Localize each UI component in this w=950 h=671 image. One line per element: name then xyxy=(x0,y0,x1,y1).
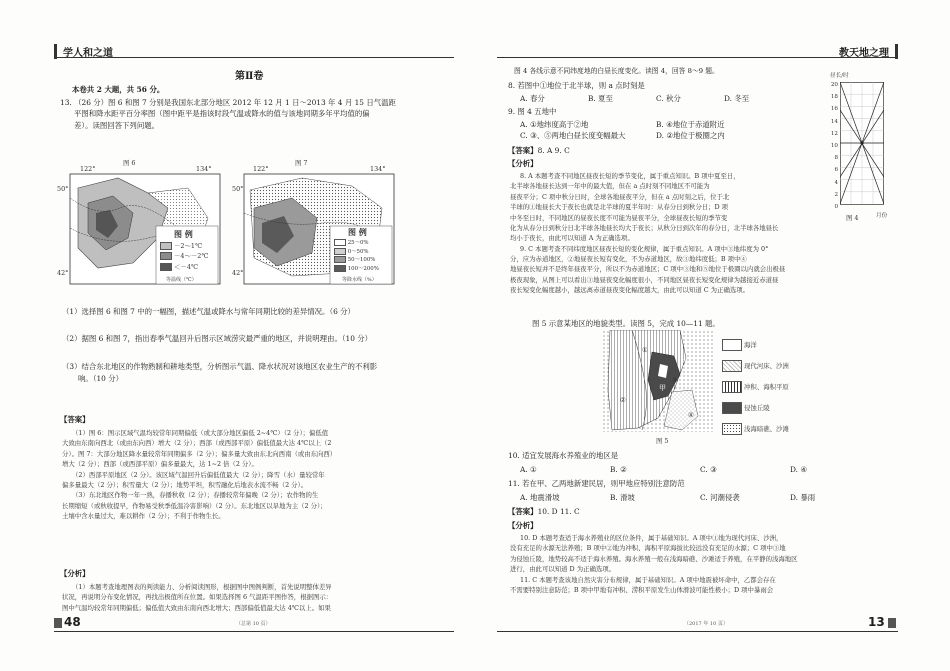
right-page-number: 13 xyxy=(868,615,885,629)
fig6-lon-left: 122° xyxy=(80,165,96,173)
legend-swatch xyxy=(722,423,742,435)
q11-option-c[interactable]: C. 河潮侵袭 xyxy=(700,493,740,502)
fig4-ytick: 0 xyxy=(834,203,838,210)
fig4-ytick: 14 xyxy=(830,118,838,125)
q8-option-c[interactable]: C. 秋分 xyxy=(656,94,681,103)
legend-label: 25～0% xyxy=(347,239,369,246)
fig5-legend-item xyxy=(722,402,789,423)
fig5-intro: 图 5 示意某地区的地貌类型。读图 5，完成 10—11 题。 xyxy=(532,319,720,328)
answer-line: （2）西部平原地区（2 分）。该区域气温回升后偏低值最大（2 分）；降雪（水）量较常年 xyxy=(72,470,325,479)
analysis-line: 不需要特别注意防范；B 项中甲地有冲积、涝积平原发生山体滑波可能性极小；D 项中暴雨会 xyxy=(510,585,774,594)
q11-option-b[interactable]: B. 滑坡 xyxy=(610,493,635,502)
fig4-xlabel: 月份 xyxy=(876,213,888,219)
fig7-lat-bottom: 42° xyxy=(232,269,244,277)
sub-question-2: （2）据图 6 和图 7，指出春季气温回升后图示区域涝灾最严重的地区，并说明理由。（10 分） xyxy=(62,334,373,343)
fig5-label-jia: 甲 xyxy=(659,384,666,392)
legend-label: 100～200% xyxy=(347,266,379,273)
fig7-isoline-label: 等降水线（%） xyxy=(342,277,377,283)
section-summary: 本卷共 2 大题，共 56 分。 xyxy=(72,85,165,94)
question-8: 8. 若图中①地位于北半球，则 a 点时刻是 xyxy=(508,81,645,90)
legend-swatch xyxy=(722,360,742,372)
fig6-legend-item xyxy=(160,241,220,251)
legend-swatch xyxy=(334,239,346,246)
analysis-line: 11. C 本题考查该地自然灾害分布规律，属于基础知识。A 项中地震被坏命中，乙都会存在 xyxy=(520,575,776,584)
analysis-line: 地昼夜长短并不是终年昼夜平分，所以不为赤道地区；C 项中③地和⑤地位于极圈以内就会出极昼 xyxy=(510,265,786,274)
legend-swatch xyxy=(334,248,346,255)
q10-option-a[interactable]: A. ① xyxy=(520,465,537,474)
fig5-legend-item xyxy=(722,381,789,402)
legend-swatch xyxy=(160,252,172,260)
analysis-line: 北半球各地昼长达到一年中的最大值，但在 a 点时刻不同地区不可能为 xyxy=(510,182,710,191)
legend-label: 50～100% xyxy=(347,257,376,264)
left-page-number: 48 xyxy=(64,615,81,629)
fig4-caption: 图 4 xyxy=(846,214,859,222)
fig4-ytick: 10 xyxy=(830,142,838,149)
fig4-ylabel: 昼长/时 xyxy=(830,73,849,79)
fig5-label-1: ① xyxy=(642,346,648,354)
q9-option-a[interactable]: A. ①地纬度高于②地 xyxy=(520,120,589,129)
q13-line: 差）。读图回答下列问题。 xyxy=(74,120,159,130)
sub-question-1: （1）选择图 6 和图 7 中的一幅图，描述气温或降水与常年同期比较的差异情况。（6 分） xyxy=(62,307,355,316)
fig7-lon-right: 134° xyxy=(370,165,386,173)
fig7-caption: 图 7 xyxy=(295,159,308,167)
left-footer-text: （总第 10 页） xyxy=(236,621,271,627)
fig7-legend xyxy=(334,226,398,274)
analysis-line: 均小于夜长，由此可以知道 A 为正确选项。 xyxy=(510,234,634,243)
fig5-label-3: ③ xyxy=(672,376,678,384)
q9-option-c[interactable]: C. ③、⑤两地白昼长度变幅最大 xyxy=(520,131,626,141)
analysis-8-9-body xyxy=(510,171,785,296)
fig5-caption: 图 5 xyxy=(656,437,669,445)
fig5-map xyxy=(602,330,714,432)
analysis-line: 为侵蚀丘陵，地势较高不适于海水养殖。海水养殖一般在浅海暗礁、沙滩适于养殖，在平静的浅海地区 xyxy=(510,554,798,563)
legend-label: 现代河床、沙洲 xyxy=(744,362,789,370)
legend-swatch xyxy=(334,265,346,272)
answer-label: 【答案】 xyxy=(508,146,538,155)
q11-option-a[interactable]: A. 地震滑坡 xyxy=(520,493,560,502)
legend-label: －4～－2℃ xyxy=(174,252,209,261)
legend-label: ＜－4℃ xyxy=(174,262,199,271)
fig7-lat-top: 50° xyxy=(232,185,244,193)
fig4-ytick: 6 xyxy=(834,167,838,174)
analysis-line: 状况，再说明分布变化情况，再找出极值所在位置。如果选择图 6 气温距平图作答，根据图示： xyxy=(62,593,333,602)
answer-line: 偏多量最大（2 分）；积雪量大（2 分）；地势平坦，积雪融化后地表水流不畅（2 分）。 xyxy=(62,480,308,489)
analysis-line: 分，应为赤道地区，②地昼夜长短有变化，不为赤道地区，故③地纬度低；B 项中④ xyxy=(510,255,747,263)
q10-option-d[interactable]: D. ④ xyxy=(790,465,807,474)
legend-label: 冲积、海积平原 xyxy=(744,383,789,391)
fig5-legend-item xyxy=(722,339,789,360)
analysis-body xyxy=(62,582,332,613)
answer-line: 土壤中含水量过大，难以耕作（2 分）；不利于作物生长。 xyxy=(62,512,225,520)
analysis-line: 极夜现象，从图上可以看出③地昼夜变化幅度很小，不同地区昼夜长短变化规律为越接近赤道昼 xyxy=(510,275,779,284)
fig6-legend xyxy=(160,228,220,272)
fig5-label-4: ④ xyxy=(688,411,694,419)
legend-swatch xyxy=(722,381,742,393)
legend-label: 0～50% xyxy=(347,248,369,255)
fig6-caption: 图 6 xyxy=(123,159,136,167)
fig7-legend-item xyxy=(334,239,398,248)
fig7-legend-item xyxy=(334,265,398,274)
fig5-legend xyxy=(722,339,789,444)
answer-8-9 xyxy=(508,145,570,156)
q9-option-b[interactable]: B. ④地位于赤道附近 xyxy=(656,120,725,129)
section-title: 第Ⅱ卷 xyxy=(235,71,264,82)
answer-line: 分）。图 7：大部分地区降水量较常年同期偏多（2 分）；偏多量大致由东北向西南（或由东向西） xyxy=(62,449,337,458)
legend-swatch xyxy=(722,339,742,351)
fig4-ytick: 16 xyxy=(830,106,838,113)
analysis-line: 图中气温均较常年同期偏低；偏低值大致由东南向西北增大；西部偏低值最大达 4℃以上。如果 xyxy=(62,603,331,612)
q10-option-c[interactable]: C. ③ xyxy=(700,465,717,474)
fig6-legend-item xyxy=(160,262,220,272)
fig7-legend-item xyxy=(334,248,398,257)
answer-value: 8. A 9. C xyxy=(537,146,570,155)
sub-question-3-line1: （3）结合东北地区的作物熟制和耕地类型，分析图示气温、降水状况对该地区农业生产的不利影 xyxy=(62,362,378,371)
q8-option-d[interactable]: D. 冬至 xyxy=(724,94,750,103)
fig5-legend-item xyxy=(722,360,789,381)
question-9: 9. 图 4 五地中 xyxy=(508,107,557,116)
q13-line: 平图和降水距平百分率图（图中距平是指该时段气温或降水的值与该地同期多年平均值的偏 xyxy=(74,109,370,119)
q9-options xyxy=(520,119,725,142)
analysis-line: 中冬至日时，不同地区的昼夜长度不可能为昼夜平分，全球昼夜长短的季节变 xyxy=(510,213,728,222)
question-11: 11. 若在甲、乙两地新建民居，则甲地应特别注意防范 xyxy=(508,479,685,488)
fig6-lat-bottom: 42° xyxy=(57,269,69,277)
fig4-ytick: 18 xyxy=(830,94,838,101)
analysis-line: 夜长短变化幅度越小，越远离赤道昼夜变化幅度越大，由此可以知道 C 为正确选项。 xyxy=(510,286,750,295)
legend-label: 海洋 xyxy=(744,341,757,349)
q8-option-a[interactable]: A. 春分 xyxy=(520,94,545,103)
fig7-legend-title: 图 例 xyxy=(348,227,367,237)
answer-line: （1）图 6：图示区域气温均较常年同期偏低（或大部分地区偏低 2~4℃）（2 分）；偏低值 xyxy=(72,429,329,437)
answer-value: 10. D 11. C xyxy=(537,507,580,516)
q8-option-b[interactable]: B. 夏至 xyxy=(588,94,613,103)
fig4-ytick: 12 xyxy=(830,130,838,137)
fig4-chart xyxy=(840,82,884,210)
answer-line: （3）东北地区作物一年一熟，春播秋收（2 分）；春播较常年偏晚（2 分）；农作物的生 xyxy=(72,491,319,500)
legend-swatch xyxy=(160,263,172,271)
answer-line: 大致由东南向西北（或由东向西）增大（2 分）；西部（或西部平原）偏低值最大达 4℃以上（2 xyxy=(62,439,332,448)
legend-swatch xyxy=(722,402,742,414)
answer-body xyxy=(62,428,336,521)
fig6-isoline-label: 等温线（℃） xyxy=(166,277,197,283)
q9-option-d[interactable]: D. ②地位于极圈之内 xyxy=(656,131,725,141)
question-13-stem xyxy=(60,97,396,131)
analysis-line: 昼夜平分；C 项中秋分日时，全球各地昼夜平分，但在 a 点时刻之后，位于北 xyxy=(510,192,730,201)
fig5-label-yi: 乙 xyxy=(680,359,687,367)
q11-options xyxy=(520,492,815,503)
answer-10-11 xyxy=(508,506,580,517)
q13-line: 13. （26 分）图 6 和图 7 分别是我国东北部分地区 2012 年 12 月 1 日～2013 年 4 月 15 日气温距 xyxy=(60,98,396,107)
analysis-label: 【分析】 xyxy=(508,521,538,530)
right-page-bar xyxy=(888,618,896,628)
q11-option-d[interactable]: D. 暴雨 xyxy=(790,493,816,502)
answer-label: 【答案】 xyxy=(60,415,90,424)
fig4-ytick: 4 xyxy=(834,179,838,186)
q8-options xyxy=(520,93,749,104)
analysis-line: 进行，由此可以知道 D 为正确选项。 xyxy=(510,565,616,574)
right-header-title: 教天地之理 xyxy=(833,44,898,59)
fig5-legend-item xyxy=(722,423,789,444)
fig4-ytick: 20 xyxy=(830,82,838,88)
left-header-title: 学人和之道 xyxy=(54,44,119,59)
fig7-lon-left: 122° xyxy=(253,165,269,173)
legend-label: －2～1℃ xyxy=(174,241,203,250)
sub-question-3-line2: 响。（10 分） xyxy=(78,374,124,383)
fig7-legend-item xyxy=(334,256,398,265)
left-footer-rule xyxy=(54,631,454,632)
right-footer-text: （2017 年 10 页） xyxy=(684,621,728,627)
analysis-10-11-body xyxy=(510,533,798,595)
analysis-line: 10. D 本题考查适于海水养殖业的区位条件，属于基础知识。A 项中①地为现代河床、沙洲， xyxy=(520,534,783,542)
legend-label: 侵蚀丘陵 xyxy=(744,404,770,412)
analysis-line: 8. A 本题考查不同地区昼夜长短的季节变化，属于重点知识。B 项中夏至日， xyxy=(520,172,740,180)
fig4-intro: 图 4 各线示意不同纬度地的白昼长度变化。读图 4，回答 8～9 题。 xyxy=(514,67,719,75)
q10-option-b[interactable]: B. ② xyxy=(610,465,627,474)
analysis-line: 半球的①地昼长大于夜长也就是北半球的夏半年时：从春分日到秋分日；D 项 xyxy=(510,203,729,212)
analysis-label: 【分析】 xyxy=(508,159,538,168)
answer-line: 增大（2 分）；西部（或西部平原）偏多量最大，达 1~2 倍（2 分）。 xyxy=(62,460,258,469)
answer-line: 长期缩短（或秋收提早，作物易受秋季低温冷害影响）（2 分）。东北地区以旱地为主（2 分）； xyxy=(62,501,327,510)
fig6-legend-item xyxy=(160,251,220,261)
right-footer-rule xyxy=(497,631,898,632)
legend-label: 浅海暗礁、沙滩 xyxy=(744,425,789,433)
question-10: 10. 适宜发展海水养殖业的地区是 xyxy=(508,451,619,460)
fig6-lat-top: 50° xyxy=(57,185,69,193)
legend-swatch xyxy=(160,242,172,250)
analysis-line: 化为从春分日到秋分日北半球各地昼长均大于夜长；从秋分日到次年的春分日，北半球各地昼长 xyxy=(510,223,779,232)
fig5-label-2: ② xyxy=(620,396,626,404)
fig6-lon-right: 134° xyxy=(196,165,212,173)
fig6-legend-title: 图 例 xyxy=(174,229,193,239)
analysis-line: 9. C 本题考查不同纬度地区昼夜长短的变化规律，属于重点知识。A 项中③地纬度为 0° xyxy=(520,244,769,253)
legend-swatch xyxy=(334,256,346,263)
analysis-label: 【分析】 xyxy=(60,569,90,578)
left-page-bar xyxy=(54,618,62,628)
fig4-ytick: 2 xyxy=(834,191,838,198)
fig4-ytick: 8 xyxy=(834,155,838,162)
analysis-line: （1）本题考查地理图表的判读能力、分析阅读图形，根据图中图例判断，首先说明整体差异 xyxy=(72,583,332,591)
analysis-line: 没有充足的水源无法养殖；B 项中②地为冲积、海积平原海拔比较远没有充足的水源；C 项中③地 xyxy=(510,544,786,553)
q10-options xyxy=(520,464,807,475)
answer-label: 【答案】 xyxy=(508,507,538,516)
fig4-yticks xyxy=(826,81,838,215)
